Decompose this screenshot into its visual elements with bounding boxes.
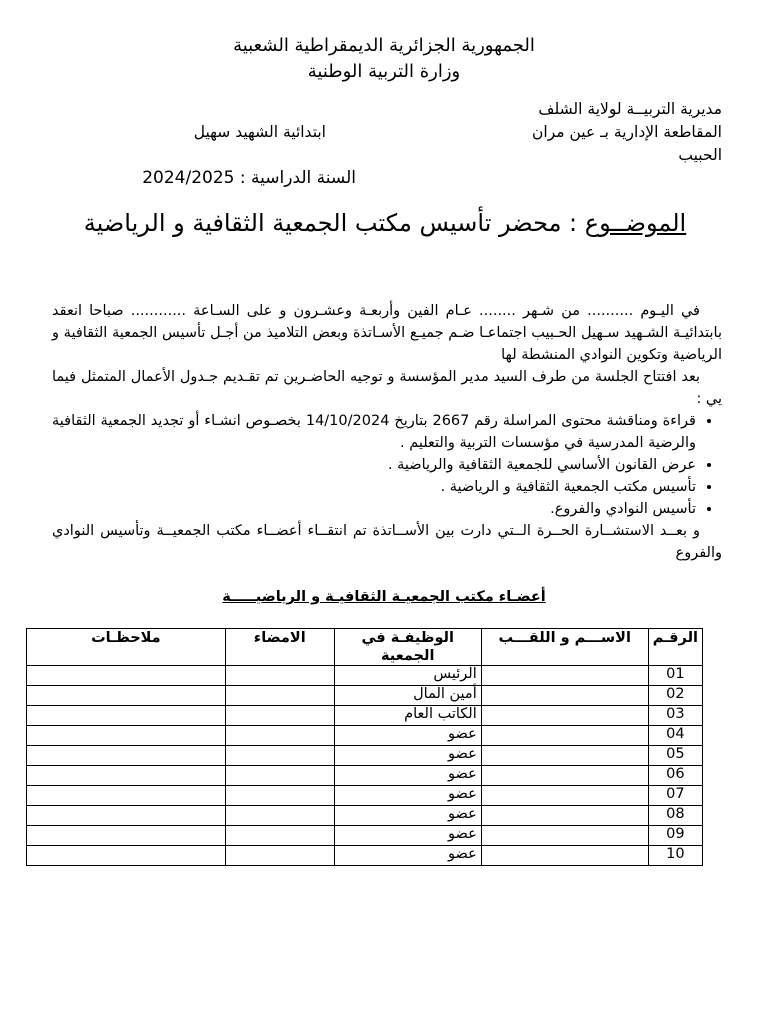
signature-cell[interactable] <box>225 766 334 786</box>
row-number: 05 <box>648 746 702 766</box>
role-cell: عضو <box>334 786 481 806</box>
subject-text: : محضر تأسيس مكتب الجمعية الثقافية و الرياضية <box>83 209 578 237</box>
row-number: 04 <box>648 726 702 746</box>
subject-label: الموضــوع <box>584 209 687 237</box>
role-cell: عضو <box>334 726 481 746</box>
row-number: 10 <box>648 846 702 866</box>
name-cell[interactable] <box>481 746 648 766</box>
header-signature: الامضاء <box>225 629 334 666</box>
minutes-body <box>52 300 722 564</box>
directorate-line: مديرية التربيــة لولاية الشلف <box>538 100 722 118</box>
name-cell[interactable] <box>481 726 648 746</box>
opening-paragraph: في اليـوم .......... من شـهر ........ عـام الفين وأربعـة وعشـرون و على السـاعة ............ صباحا انعقد بابتدائيـة الشـهيد سـهيل الحـبيب اجتماعـا ضـم جميـع الأسـاتذة وبعض التلاميذ من أجـل تأسيس الجمعية الثقافية و الرياضية وتكوين النوادي المنشطة لها <box>52 303 722 363</box>
table-row <box>27 746 703 766</box>
notes-cell[interactable] <box>27 726 226 746</box>
table-row <box>27 666 703 686</box>
table-header-row <box>27 629 703 666</box>
school-name-continued: الحبيب <box>678 146 722 164</box>
agenda-item: • قراءة ومناقشة محتوى المراسلة رقم 2667 بتاريخ 14/10/2024 بخصـوص انشـاء أو تجديد الجمعية الثقافية والرضية المدرسية في مؤسسات التربية والتعليم . <box>52 410 696 454</box>
role-cell: عضو <box>334 846 481 866</box>
agenda-item: • تأسيس مكتب الجمعية الثقافية و الرياضية . <box>52 476 696 498</box>
document-title <box>40 206 730 240</box>
name-cell[interactable] <box>481 806 648 826</box>
agenda-list <box>52 410 722 520</box>
table-row <box>27 846 703 866</box>
signature-cell[interactable] <box>225 666 334 686</box>
role-cell: الكاتب العام <box>334 706 481 726</box>
agenda-item: • عرض القانون الأساسي للجمعية الثقافية والرياضية . <box>52 454 696 476</box>
table-row <box>27 686 703 706</box>
members-table <box>26 628 703 866</box>
signature-cell[interactable] <box>225 706 334 726</box>
header-number: الرقـم <box>648 629 702 666</box>
table-row <box>27 766 703 786</box>
republic-heading: الجمهورية الجزائرية الديمقراطية الشعبية <box>233 35 535 56</box>
table-row <box>27 826 703 846</box>
notes-cell[interactable] <box>27 766 226 786</box>
row-number: 01 <box>648 666 702 686</box>
name-cell[interactable] <box>481 666 648 686</box>
row-number: 02 <box>648 686 702 706</box>
signature-cell[interactable] <box>225 746 334 766</box>
closing-paragraph: و بعــد الاستشــارة الحــرة الــتي دارت بين الأســاتذة تم انتقــاء أعضــاء مكتب الجمعيــة وتأسيس النوادي والفروع <box>52 523 722 561</box>
header-notes: ملاحظـات <box>27 629 226 666</box>
name-cell[interactable] <box>481 846 648 866</box>
signature-cell[interactable] <box>225 786 334 806</box>
row-number: 03 <box>648 706 702 726</box>
role-cell: الرئيس <box>334 666 481 686</box>
signature-cell[interactable] <box>225 846 334 866</box>
header-name: الاســـم و اللقـــب <box>481 629 648 666</box>
notes-cell[interactable] <box>27 706 226 726</box>
name-cell[interactable] <box>481 766 648 786</box>
school-name: ابتدائية الشهيد سهيل <box>193 123 326 141</box>
signature-cell[interactable] <box>225 726 334 746</box>
notes-cell[interactable] <box>27 806 226 826</box>
row-number: 08 <box>648 806 702 826</box>
row-number: 09 <box>648 826 702 846</box>
role-cell: أمين المال <box>334 686 481 706</box>
row-number: 06 <box>648 766 702 786</box>
signature-cell[interactable] <box>225 806 334 826</box>
agenda-intro: بعد افتتاح الجلسة من طرف السيد مدير المؤسسة و توجيه الحاضـرين تم تقـديم جـدول الأعمال المتمثل فيما يي : <box>52 369 722 407</box>
signature-cell[interactable] <box>225 686 334 706</box>
notes-cell[interactable] <box>27 826 226 846</box>
table-row <box>27 726 703 746</box>
role-cell: عضو <box>334 746 481 766</box>
role-cell: عضو <box>334 826 481 846</box>
header-function: الوظيفـة في الجمعية <box>334 629 481 666</box>
notes-cell[interactable] <box>27 786 226 806</box>
table-row <box>27 786 703 806</box>
notes-cell[interactable] <box>27 686 226 706</box>
role-cell: عضو <box>334 766 481 786</box>
name-cell[interactable] <box>481 686 648 706</box>
district-line: المقاطعة الإدارية بـ عين مران <box>532 123 722 141</box>
table-row <box>27 706 703 726</box>
signature-cell[interactable] <box>225 826 334 846</box>
name-cell[interactable] <box>481 706 648 726</box>
notes-cell[interactable] <box>27 746 226 766</box>
agenda-item: • تأسيس النوادي والفروع. <box>52 498 696 520</box>
name-cell[interactable] <box>481 786 648 806</box>
members-table-title: أعضـاء مكتب الجمعيـة الثقافيـة و الرياضيـــــة <box>222 589 546 605</box>
table-row <box>27 806 703 826</box>
notes-cell[interactable] <box>27 846 226 866</box>
name-cell[interactable] <box>481 826 648 846</box>
row-number: 07 <box>648 786 702 806</box>
role-cell: عضو <box>334 806 481 826</box>
ministry-heading: وزارة التربية الوطنية <box>307 61 461 82</box>
school-year: السنة الدراسية : 2024/2025 <box>142 168 356 188</box>
notes-cell[interactable] <box>27 666 226 686</box>
